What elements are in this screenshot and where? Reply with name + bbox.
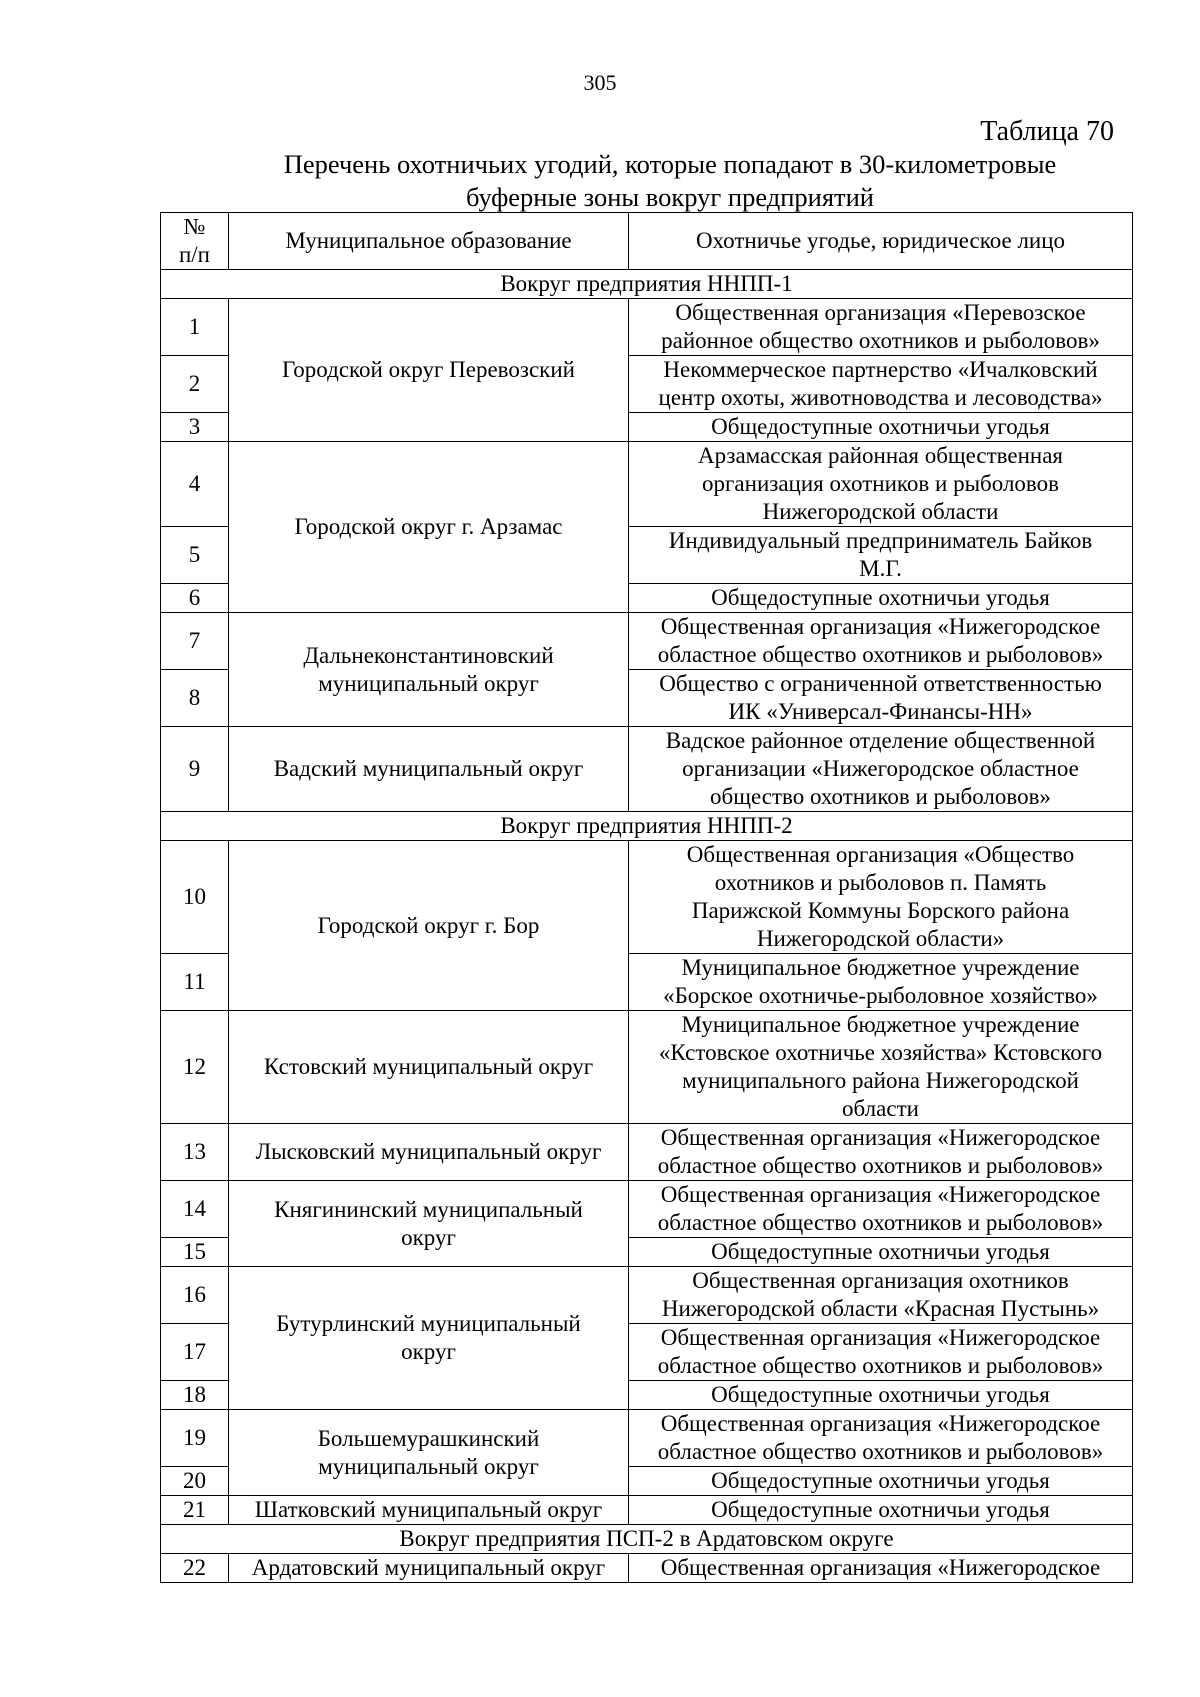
hunting-ground-cell: Общедоступные охотничьи угодья (629, 1467, 1133, 1496)
header-hunting-ground: Охотничье угодье, юридическое лицо (629, 213, 1133, 270)
cell-line: области (842, 1096, 919, 1121)
cell-line: Общественная организация «Нижегородское (660, 1325, 1101, 1350)
municipality-cell: Ардатовский муниципальный округ (229, 1554, 629, 1583)
cell-line: Муниципальное бюджетное учреждение (681, 955, 1080, 980)
cell-line: Большемурашкинский (317, 1425, 540, 1451)
section-title: Вокруг предприятия ПСП-2 в Ардатовском округе (161, 1525, 1133, 1554)
table-row (161, 1011, 1133, 1124)
row-number: 2 (161, 356, 229, 413)
row-number: 17 (161, 1324, 229, 1381)
cell-line: Индивидуальный предприниматель Байков (668, 528, 1093, 553)
table-row (161, 1410, 1133, 1467)
cell-line: Дальнеконстантиновский (303, 642, 554, 668)
municipality-cell: Городской округ г. Арзамас (229, 442, 629, 613)
table-row (161, 841, 1133, 954)
cell-line: общество охотников и рыболовов» (710, 784, 1051, 809)
cell-line: областное общество охотников и рыболовов» (657, 642, 1104, 667)
hunting-grounds-table (160, 212, 1133, 1583)
hunting-ground-cell (629, 356, 1133, 413)
section-row (161, 270, 1133, 299)
hunting-ground-cell: Общедоступные охотничьи угодья (629, 1238, 1133, 1267)
hunting-ground-cell (629, 442, 1133, 527)
cell-line: охотников и рыболовов п. Память (714, 870, 1047, 895)
cell-line: муниципальный округ (318, 1453, 539, 1479)
cell-line: организации «Нижегородское областное (682, 756, 1079, 781)
municipality-cell: Кстовский муниципальный округ (229, 1011, 629, 1124)
municipality-cell: Вадский муниципальный округ (229, 727, 629, 812)
caption-line: буферные зоны вокруг предприятий (466, 182, 874, 212)
cell-line: областное общество охотников и рыболовов» (657, 1439, 1104, 1464)
cell-line: Некоммерческое партнерство «Ичалковский (663, 357, 1098, 382)
cell-line: Общественная организация «Перевозское (675, 300, 1086, 325)
hunting-ground-cell (629, 527, 1133, 584)
row-number: 15 (161, 1238, 229, 1267)
cell-line: областное общество охотников и рыболовов» (657, 1353, 1104, 1378)
cell-line: Общественная организация «Общество (686, 842, 1075, 867)
hunting-ground-cell (629, 1011, 1133, 1124)
municipality-cell: Лысковский муниципальный округ (229, 1124, 629, 1181)
row-number: 9 (161, 727, 229, 812)
municipality-cell: Городской округ г. Бор (229, 841, 629, 1011)
cell-line: муниципальный округ (318, 670, 539, 696)
hunting-ground-cell (629, 1181, 1133, 1238)
cell-line: округ (401, 1339, 456, 1364)
row-number: 8 (161, 670, 229, 727)
table-row (161, 727, 1133, 812)
row-number: 19 (161, 1410, 229, 1467)
row-number: 18 (161, 1381, 229, 1410)
row-number: 11 (161, 954, 229, 1011)
row-number: 6 (161, 584, 229, 613)
table-row (161, 1124, 1133, 1181)
cell-line: Нижегородской области «Красная Пустынь» (661, 1296, 1100, 1321)
table-row (161, 1554, 1133, 1583)
row-number: 12 (161, 1011, 229, 1124)
hunting-ground-cell (629, 727, 1133, 812)
cell-line: центр охоты, животноводства и лесоводства» (658, 385, 1103, 410)
row-number: 7 (161, 613, 229, 670)
row-number: 3 (161, 413, 229, 442)
hunting-ground-cell: Общедоступные охотничьи угодья (629, 1496, 1133, 1525)
municipality-cell (229, 1410, 629, 1496)
cell-line: Вадское районное отделение общественной (665, 728, 1096, 753)
cell-line: муниципального района Нижегородской (682, 1068, 1079, 1093)
cell-line: Общественная организация «Нижегородское (660, 1411, 1101, 1436)
hunting-ground-cell (629, 1324, 1133, 1381)
row-number: 1 (161, 299, 229, 356)
cell-line: Общество с ограниченной ответственностью (659, 671, 1102, 696)
hunting-ground-cell (629, 954, 1133, 1011)
table-row (161, 613, 1133, 670)
cell-line: Парижской Коммуны Борского района (691, 898, 1070, 923)
hunting-ground-cell (629, 1124, 1133, 1181)
table-row (161, 1496, 1133, 1525)
municipality-cell: Городской округ Перевозский (229, 299, 629, 442)
hunting-ground-cell: Общедоступные охотничьи угодья (629, 1381, 1133, 1410)
cell-line: округ (401, 1224, 456, 1250)
row-number: 22 (161, 1554, 229, 1583)
table-row (161, 442, 1133, 527)
cell-line: Общественная организация «Нижегородское (660, 614, 1101, 639)
hunting-ground-cell (629, 1410, 1133, 1467)
cell-line: районное общество охотников и рыболовов» (661, 328, 1100, 353)
hunting-ground-cell (629, 299, 1133, 356)
hunting-ground-cell (629, 670, 1133, 727)
page-number: 305 (583, 70, 617, 95)
cell-line: ИК «Универсал-Финансы-НН» (728, 699, 1033, 724)
section-title: Вокруг предприятия ННПП-2 (161, 812, 1133, 841)
row-number: 14 (161, 1181, 229, 1238)
municipality-cell (229, 1267, 629, 1410)
row-number: 13 (161, 1124, 229, 1181)
cell-line: областное общество охотников и рыболовов» (657, 1210, 1104, 1235)
hunting-ground-cell: Общедоступные охотничьи угодья (629, 413, 1133, 442)
cell-line: Княгининский муниципальный (274, 1196, 583, 1222)
municipality-cell (229, 1181, 629, 1267)
table-caption (220, 148, 1120, 214)
municipality-cell (229, 613, 629, 727)
header-text: п/п (178, 242, 210, 267)
hunting-ground-cell: Общественная организация «Нижегородское (629, 1554, 1133, 1583)
header-number (161, 213, 229, 270)
cell-line: Муниципальное бюджетное учреждение (681, 1012, 1080, 1037)
cell-line: Нижегородской области» (756, 926, 1005, 951)
caption-line: Перечень охотничьих угодий, которые попадают в 30-километровые (283, 149, 1057, 179)
row-number: 16 (161, 1267, 229, 1324)
cell-line: Бутурлинский муниципальный (276, 1311, 581, 1336)
hunting-ground-cell (629, 613, 1133, 670)
cell-line: «Борское охотничье-рыболовное хозяйство» (663, 983, 1098, 1008)
table-label: Таблица 70 (980, 116, 1114, 147)
cell-line: Общественная организация «Нижегородское (660, 1125, 1101, 1150)
cell-line: «Кстовское охотничье хозяйства» Кстовского (658, 1040, 1103, 1065)
cell-line: Общественная организация охотников (692, 1268, 1069, 1293)
row-number: 20 (161, 1467, 229, 1496)
section-title: Вокруг предприятия ННПП-1 (161, 270, 1133, 299)
hunting-ground-cell (629, 841, 1133, 954)
row-number: 4 (161, 442, 229, 527)
table-header-row (161, 213, 1133, 270)
table-row (161, 1181, 1133, 1238)
hunting-ground-cell (629, 1267, 1133, 1324)
row-number: 10 (161, 841, 229, 954)
header-text: № (183, 214, 206, 239)
cell-line: организация охотников и рыболовов (702, 471, 1059, 496)
section-row (161, 812, 1133, 841)
row-number: 21 (161, 1496, 229, 1525)
row-number: 5 (161, 527, 229, 584)
cell-line: Нижегородской области (762, 499, 999, 524)
hunting-ground-cell: Общедоступные охотничьи угодья (629, 584, 1133, 613)
cell-line: М.Г. (859, 556, 902, 581)
section-row (161, 1525, 1133, 1554)
municipality-cell: Шатковский муниципальный округ (229, 1496, 629, 1525)
cell-line: Общественная организация «Нижегородское (660, 1182, 1101, 1207)
cell-line: Арзамасская районная общественная (697, 443, 1064, 468)
table-row (161, 299, 1133, 356)
cell-line: областное общество охотников и рыболовов» (657, 1153, 1104, 1178)
table-row (161, 1267, 1133, 1324)
header-municipality: Муниципальное образование (229, 213, 629, 270)
